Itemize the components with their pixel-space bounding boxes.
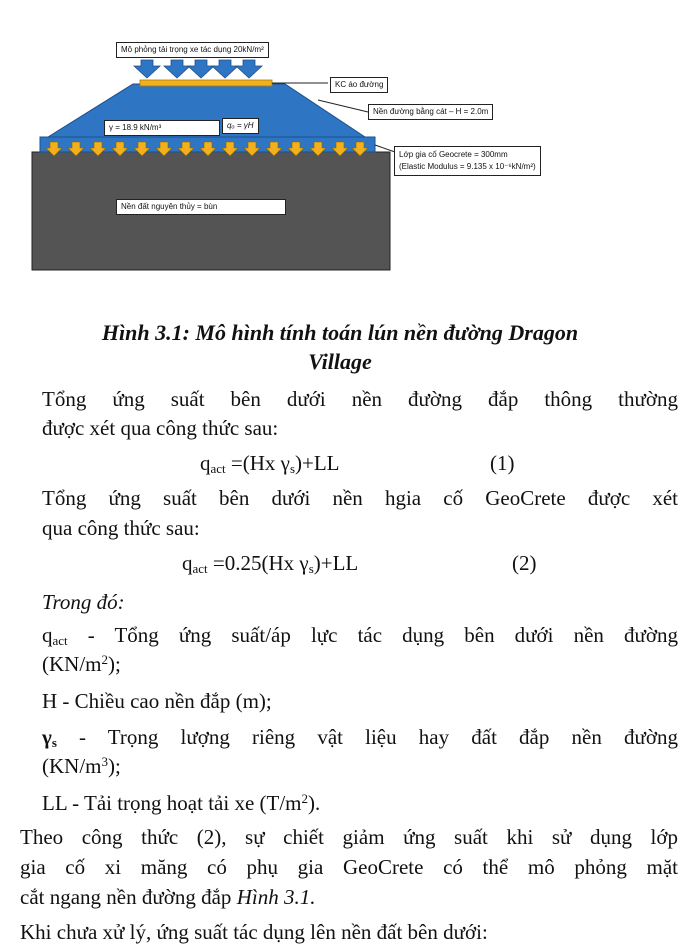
def-q-sup: 2 (101, 652, 108, 667)
figure-caption (20, 318, 660, 376)
where-heading: Trong đó: (42, 590, 125, 614)
label-pavement: KC áo đường (330, 77, 388, 93)
p3-line1: Theo công thức (2), sự chiết giảm ứng suất khi sử dụng lớp (20, 825, 678, 849)
def-g-sym: γ (42, 725, 52, 749)
p2-line2: qua công thức sau: (42, 516, 200, 540)
p2-line1: Tổng ứng suất bên dưới nền hgia cố GeoCrete được xét (42, 486, 678, 510)
equation-2 (182, 549, 358, 578)
label-qo: qₒ = γH (222, 118, 259, 134)
p3-line3 (20, 883, 315, 912)
p3-line2: gia cố xi măng có phụ gia GeoCrete có thể mô phỏng mặt (20, 855, 678, 879)
def-ll-text: LL - Tải trọng hoạt tải xe (T/m (42, 791, 302, 815)
label-geocrete (394, 146, 541, 176)
p3-line3-text: cắt ngang nền đường đắp (20, 885, 237, 909)
figure-drawing (0, 0, 680, 300)
eq1-body: =(Hx γ (225, 451, 290, 475)
eq1-s-sub: s (289, 461, 296, 476)
def-g-line1 (42, 723, 678, 752)
label-soil: Nền đất nguyên thủy = bùn (116, 199, 286, 215)
def-g-sup: 3 (101, 754, 108, 769)
eq2-q: q (182, 551, 193, 575)
def-q-unit: (KN/m (42, 652, 102, 676)
def-q-end: ); (108, 652, 121, 676)
eq1-q: q (200, 451, 211, 475)
label-load: Mô phỏng tải trọng xe tác dụng 20kN/m² (116, 42, 269, 58)
def-g-sub: s (51, 735, 57, 750)
pavement-layer (140, 80, 272, 86)
def-q-line1 (42, 621, 678, 650)
def-ll-sup: 2 (301, 791, 309, 806)
equation-1-number: (1) (490, 451, 515, 475)
def-q-sub: act (52, 633, 68, 648)
eq2-tail: )+LL (313, 551, 359, 575)
equation-1 (200, 449, 340, 478)
p1-line2: được xét qua công thức sau: (42, 416, 279, 440)
label-gamma: γ = 18.9 kN/m³ (104, 120, 220, 136)
def-g-line2 (42, 752, 121, 781)
label-geocrete-line2: (Elastic Modulus = 9.135 x 10⁻⁶kN/m²) (399, 162, 536, 171)
figure-settlement-model (0, 0, 680, 300)
caption-line2: Village (308, 349, 372, 374)
def-h: H - Chiều cao nền đắp (m); (42, 689, 272, 713)
def-q-text: - Tổng ứng suất/áp lực tác dụng bên dưới nền đường (67, 623, 678, 647)
def-q-line2 (42, 650, 121, 679)
eq1-tail: )+LL (295, 451, 340, 475)
equation-2-number: (2) (512, 551, 537, 575)
def-g-end: ); (108, 754, 121, 778)
eq1-q-sub: act (210, 461, 226, 476)
def-q-sym: q (42, 623, 53, 647)
def-g-text: - Trọng lượng riêng vật liệu hay đất đắp nền đường (56, 725, 678, 749)
eq2-s-sub: s (308, 561, 314, 576)
def-g-unit: (KN/m (42, 754, 102, 778)
label-sand: Nền đường bằng cát – H = 2.0m (368, 104, 493, 120)
caption-line1: Hình 3.1: Mô hình tính toán lún nền đường Dragon (101, 320, 579, 345)
p4: Khi chưa xử lý, ứng suất tác dụng lên nền đất bên dưới: (20, 920, 488, 944)
def-ll-end: ). (308, 791, 321, 815)
label-geocrete-line1: Lớp gia cố Geocrete = 300mm (399, 150, 508, 159)
def-ll (42, 789, 320, 818)
load-arrows (134, 60, 262, 78)
eq2-body: =0.25(Hx γ (207, 551, 309, 575)
p1-line1: Tổng ứng suất bên dưới nền đường đắp thông thường (42, 387, 678, 411)
eq2-q-sub: act (192, 561, 208, 576)
p3-figure-ref: Hình 3.1. (236, 885, 316, 909)
